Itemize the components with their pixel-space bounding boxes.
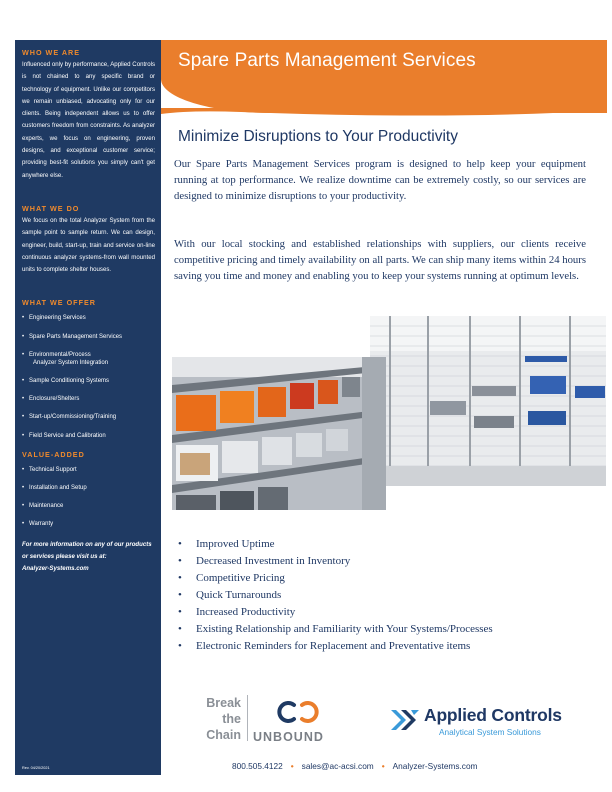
list-item: • Spare Parts Management Services (22, 333, 155, 341)
list-item: • Technical Support (22, 466, 155, 474)
list-item: • Warranty (22, 520, 155, 528)
who-we-are-section (22, 48, 155, 182)
list-item: • Installation and Setup (22, 484, 155, 492)
offer-list (22, 314, 155, 439)
details-paragraph: With our local stocking and established relationships with suppliers, our clients receive competitive pricing and timely availability on all parts. We can ship many items within 24 hours saving you time and money and enabling you to keep your systems running at optimum levels. (174, 238, 586, 283)
who-we-are-text: Influenced only by performance, Applied Controls is not chained to any specific brand or technology of equipment. Unlike our competitors we remain unbiased, advocating only for our clients. Being independent allows us to offer customers freedom from constraints. As analyzer experts, we focus on engineering, proven designs, and exceptional customer service; providing best-fit solutions you simply can't get anywhere else. (22, 61, 155, 179)
more-info-text: For more information on any of our products or services please visit us at: Analyzer-Systems.com (22, 540, 152, 572)
unbound-logo-text: UNBOUND (253, 730, 324, 744)
applied-controls-logo-text: Applied Controls (424, 705, 562, 725)
what-we-do-section (22, 204, 155, 276)
value-added-section (22, 450, 155, 529)
what-we-offer-section (22, 298, 155, 439)
list-item: • Sample Conditioning Systems (22, 377, 155, 385)
banner-wave (161, 108, 607, 120)
separator-dot: • (290, 761, 294, 771)
sidebar (15, 40, 161, 775)
list-item: • Decreased Investment in Inventory (178, 553, 493, 570)
applied-controls-tagline: Analytical System Solutions (439, 727, 541, 737)
intro-paragraph: Our Spare Parts Management Services program is designed to help keep your equipment running at top performance. We realize downtime can be extremely costly, so our services are designed to minimize disruptions to your productivity. (174, 158, 586, 203)
page-title: Spare Parts Management Services (178, 50, 476, 71)
list-item: • Quick Turnarounds (178, 587, 493, 604)
shelving-bins-photo (172, 357, 386, 510)
list-item: • Existing Relationship and Familiarity with Your Systems/Processes (178, 621, 493, 638)
list-item: • Start-up/Commissioning/Training (22, 413, 155, 421)
list-item: • Increased Productivity (178, 604, 493, 621)
more-info-link[interactable]: Analyzer-Systems.com (22, 564, 89, 572)
list-item: • Improved Uptime (178, 536, 493, 553)
logo-divider (247, 695, 248, 741)
what-we-offer-heading: WHAT WE OFFER (22, 298, 96, 308)
value-added-heading: VALUE-ADDED (22, 449, 85, 459)
separator-dot: • (381, 761, 385, 771)
list-item: • Maintenance (22, 502, 155, 510)
list-item: • Enclosure/Shelters (22, 395, 155, 403)
list-item: • Electronic Reminders for Replacement and Preventative items (178, 638, 493, 655)
revision-label: Rev. 04/20/2021 (22, 766, 50, 770)
unbound-chain-icon (272, 697, 324, 727)
warehouse-cage-photo (370, 316, 606, 486)
break-the-chain-logo-text: Break the Chain (206, 696, 241, 742)
what-we-do-heading: WHAT WE DO (22, 203, 80, 213)
list-item: • Field Service and Calibration (22, 432, 155, 440)
list-item: • Environmental/Process Analyzer System Integration (22, 351, 155, 367)
what-we-do-text: We focus on the total Analyzer System from the sample point to sample return. We can design, engineer, build, start-up, train and service on-line continuous analyzer systems-from wall mounted units to complete shelter houses. (22, 216, 155, 274)
contact-footer (232, 761, 477, 771)
page-subtitle: Minimize Disruptions to Your Productivity (178, 128, 458, 145)
list-item: • Engineering Services (22, 314, 155, 322)
email-link[interactable]: sales@ac-acsi.com (301, 761, 374, 771)
benefits-list (178, 536, 493, 655)
applied-controls-logo-icon (389, 704, 421, 736)
list-item: • Competitive Pricing (178, 570, 493, 587)
value-list (22, 466, 155, 529)
phone-number[interactable]: 800.505.4122 (232, 761, 283, 771)
website-link[interactable]: Analyzer-Systems.com (392, 761, 478, 771)
who-we-are-heading: WHO WE ARE (22, 48, 81, 57)
